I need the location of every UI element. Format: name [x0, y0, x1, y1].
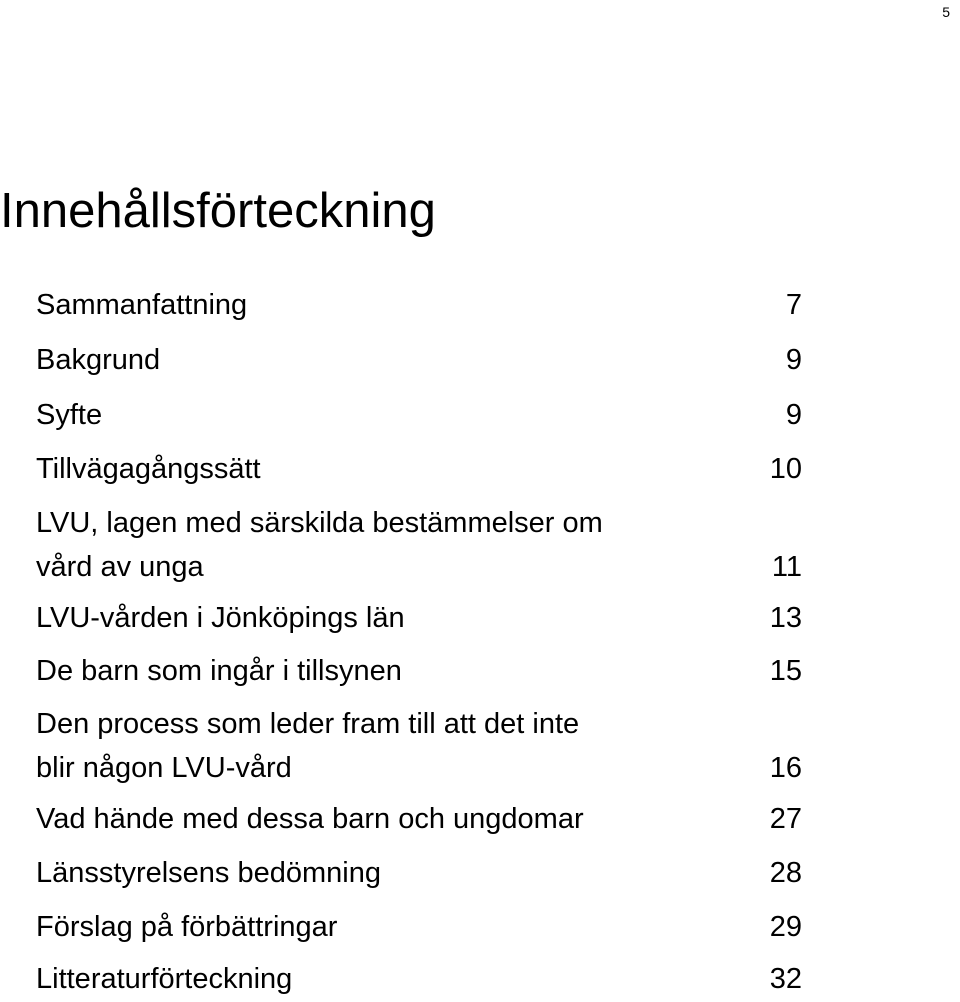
toc-entry-page: 29: [769, 911, 802, 943]
toc-entry: [36, 649, 802, 693]
toc-entry-title: [36, 596, 405, 640]
toc-entry-title-line: LVU-vården i Jönköpings län: [36, 602, 405, 634]
toc-entry-title: [36, 851, 381, 895]
toc-entry: [36, 905, 802, 949]
toc-entry-page: 15: [769, 655, 802, 687]
toc-entry: [36, 338, 802, 382]
toc-entry-title-line: Vad hände med dessa barn och ungdomar: [36, 803, 584, 835]
toc-entry-page: 13: [769, 602, 802, 634]
toc-entry-title: [36, 393, 102, 437]
toc-entry-title-line: LVU, lagen med särskilda bestämmelser om: [36, 507, 603, 539]
toc-entry-title-line: Sammanfattning: [36, 289, 248, 321]
toc-entry-title: [36, 649, 402, 693]
toc-entry-title-line: Den process som leder fram till att det inte: [36, 708, 580, 740]
toc-entry-title-line: Litteraturförteckning: [36, 963, 293, 995]
page-title: Innehållsförteckning: [0, 184, 436, 238]
toc-entry-title-line: Syfte: [36, 399, 103, 431]
toc-entry-page: 9: [785, 399, 802, 431]
toc-entry-page: 9: [785, 344, 802, 376]
toc-entry-title: [36, 957, 292, 1001]
toc-entry: [36, 957, 802, 1001]
toc-entry-page: 11: [771, 551, 802, 583]
toc-entry-title: [36, 283, 247, 327]
toc-entry-page: 10: [769, 453, 802, 485]
toc-entry-title-line: blir någon LVU-vård: [36, 752, 292, 784]
toc-entry-title-line: vård av unga: [36, 551, 204, 583]
toc-entry: [36, 797, 802, 841]
toc-entry: [36, 596, 802, 640]
toc-entry: [36, 447, 802, 491]
toc-entry: [36, 702, 802, 790]
toc-entry-title-line: Tillvägagångssätt: [36, 453, 261, 485]
toc-entry: [36, 393, 802, 437]
toc-entry-title: [36, 905, 337, 949]
toc-entry-title: [36, 702, 579, 790]
toc-entry-title-line: Förslag på förbättringar: [36, 911, 338, 943]
toc-entry: [36, 283, 802, 327]
toc-entry-page: 32: [769, 963, 802, 995]
page-number: 5: [942, 4, 950, 20]
toc-entry-title: [36, 447, 261, 491]
toc-entry-page: 7: [785, 289, 802, 321]
toc-entry-title-line: De barn som ingår i tillsynen: [36, 655, 402, 687]
toc-entry: [36, 851, 802, 895]
toc-entry-page: 28: [769, 857, 802, 889]
toc-entry-title-line: Länsstyrelsens bedömning: [36, 857, 381, 889]
toc-entry-title: [36, 501, 603, 589]
toc-entry-title: [36, 338, 160, 382]
toc-entry-page: 16: [769, 752, 802, 784]
toc-entry-page: 27: [769, 803, 802, 835]
toc-entry-title: [36, 797, 584, 841]
toc-entry: [36, 501, 802, 589]
toc-entry-title-line: Bakgrund: [36, 344, 161, 376]
